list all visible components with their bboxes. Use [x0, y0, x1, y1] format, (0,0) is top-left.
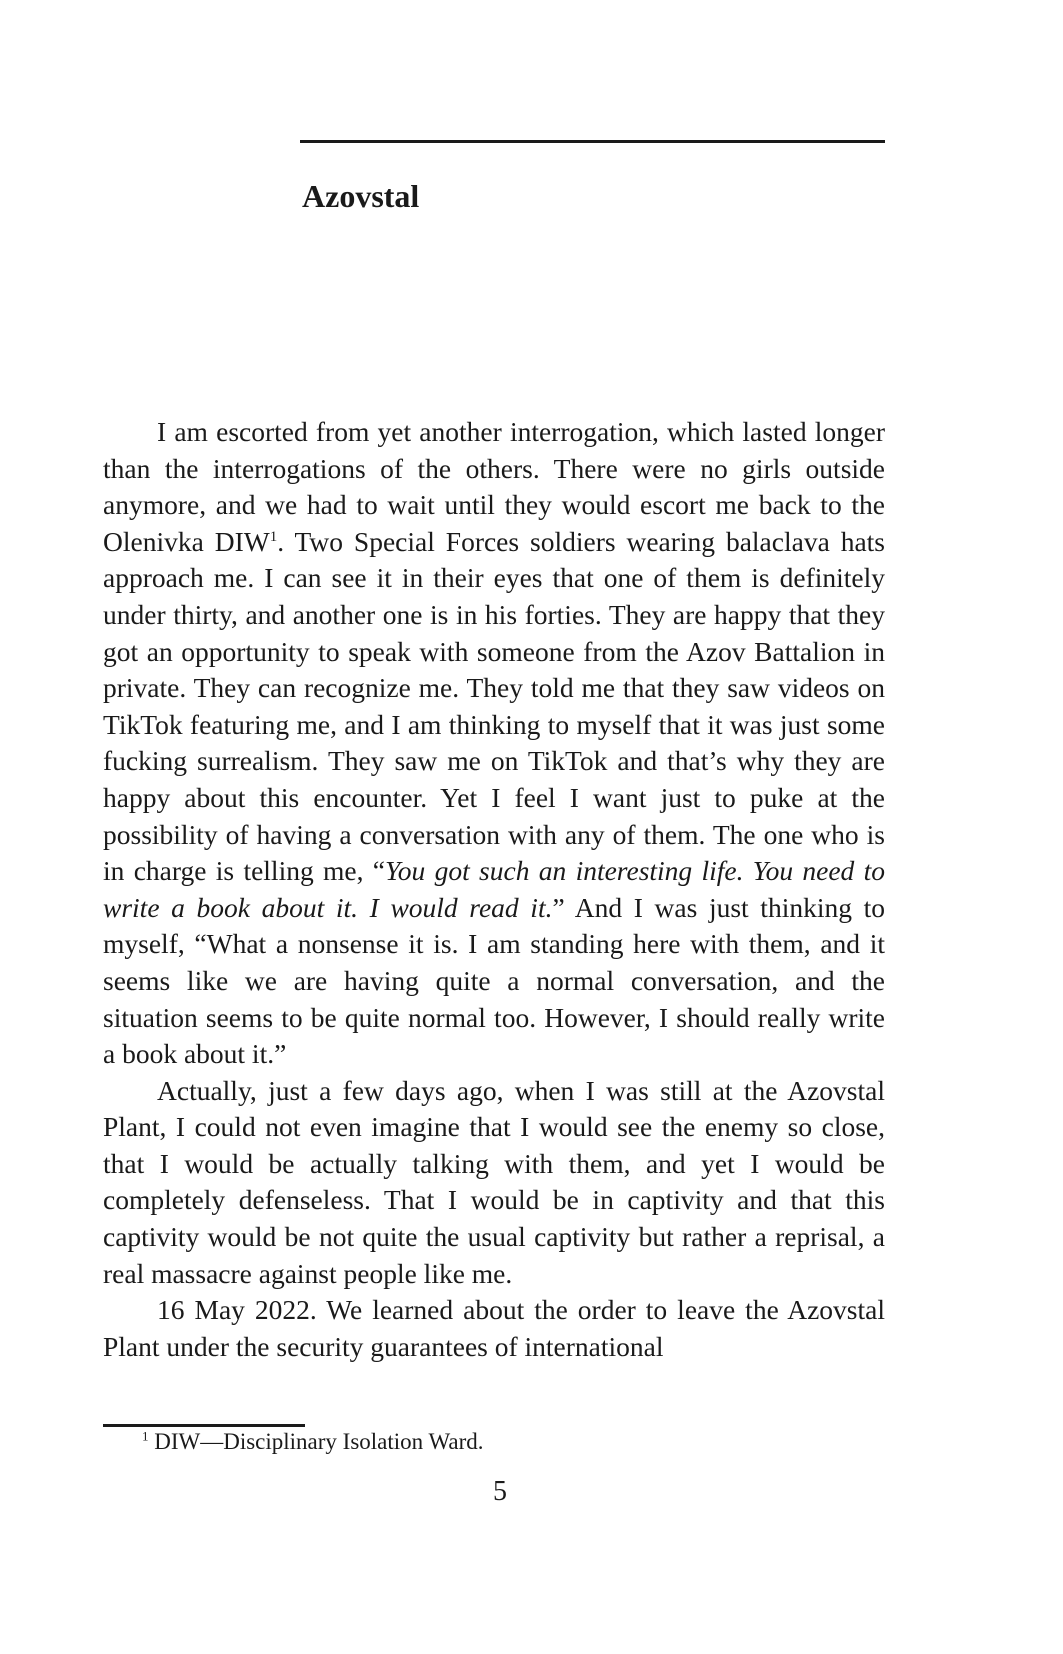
paragraph-2: Actually, just a few days ago, when I was still at the Azovstal Plant, I could not even imagine that I would see the enemy so close, that I would be actually talking with them, and yet I would be completely defenseless. That I would be in captivity and that this captivity would be not quite the usual captivity but rather a reprisal, a real massacre against people like me. [103, 1074, 885, 1289]
paragraph-1 [103, 414, 885, 1073]
footnote-reference[interactable]: 1 [269, 528, 278, 545]
paragraph-1-part-3: ” And I was just thinking to myself, “What a nonsense it is. I am standing here with them, and it seems like we are having quite a normal conversation, and the situation seems to be quite normal too. However, I should really write a book about it.” [103, 891, 885, 1070]
footnote-text: DIW—Disciplinary Isolation Ward. [148, 1429, 484, 1454]
paragraph-1-part-2: . Two Special Forces soldiers wearing balaclava hats approach me. I can see it in their eyes that one of them is definitely under thirty, and another one is in his forties. They are happy that they got an opportunity to speak with someone from the Azov Battalion in private. They can recognize me. They told me that they saw videos on TikTok featuring me, and I am thinking to myself that it was just some fucking surrealism. They saw me on TikTok and that’s why they are happy about this encounter. Yet I feel I want just to puke at the possibility of having a conversation with any of them. The one who is in charge is telling me, “ [103, 525, 885, 887]
page-number: 5 [493, 1476, 507, 1507]
paragraph-1-part-1: I am escorted from yet another interrogation, which lasted longer than the interrogations of the others. There were no girls outside anymore, and we had to wait until they would escort me back to the Olenivka DIW [103, 416, 885, 557]
chapter-title: Azovstal [302, 178, 420, 214]
paragraph-1-italic-quote: You got such an interesting life. You need to write a book about it. I would read it. [103, 855, 885, 923]
footnote [142, 1426, 483, 1458]
paragraph-3: 16 May 2022. We learned about the order to leave the Azovstal Plant under the security guarantees of international [103, 1294, 885, 1362]
body-text [103, 414, 885, 1365]
chapter-top-rule [300, 140, 885, 143]
footnote-marker: 1 [142, 1428, 149, 1444]
